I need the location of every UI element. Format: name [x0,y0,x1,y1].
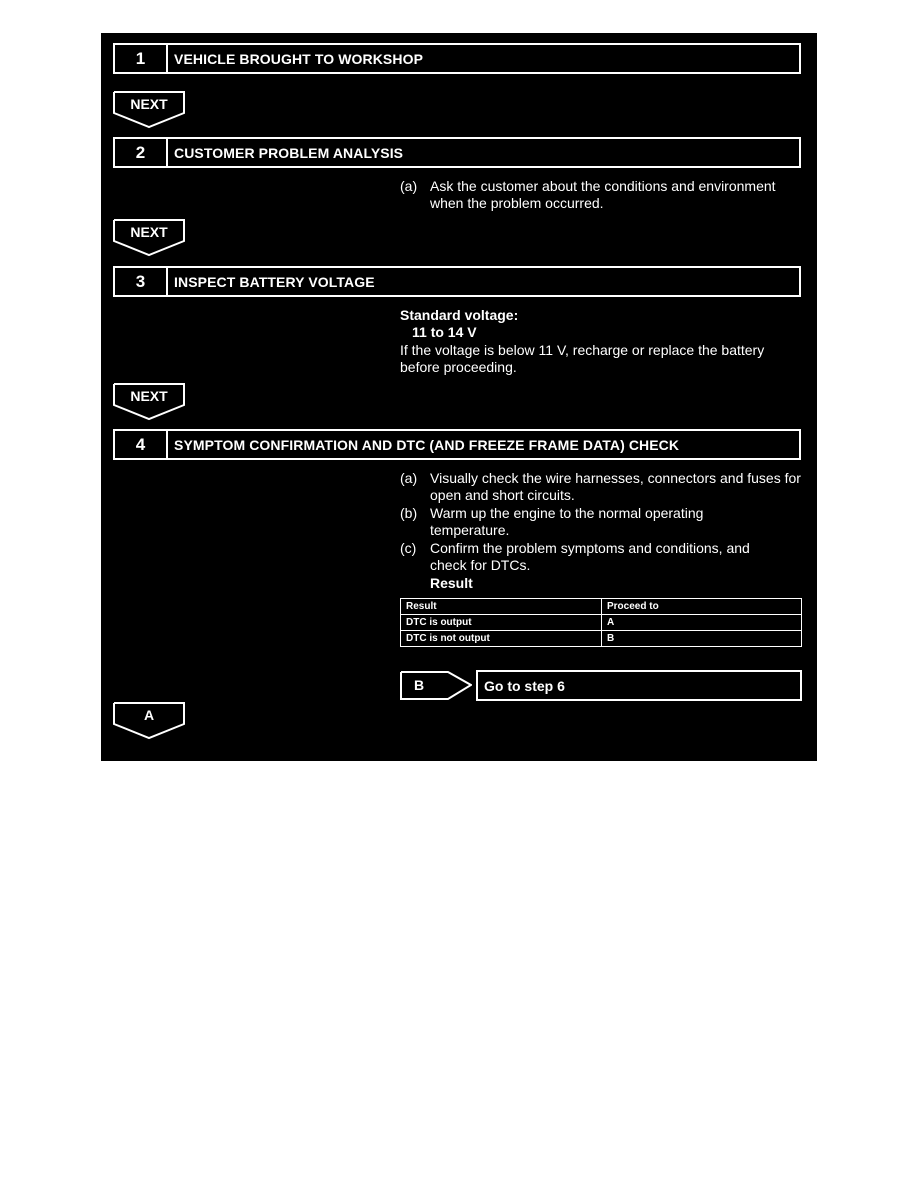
battery-note: If the voltage is below 11 V, recharge or replace the battery before proceeding. [400,342,765,375]
step-2-box [113,137,801,168]
item-label: (c) [400,540,417,556]
step-title: SYMPTOM CONFIRMATION AND DTC (AND FREEZE FRAME DATA) CHECK [174,436,680,453]
result-heading: Result [430,575,473,591]
table-header-row [401,599,802,615]
table-cell: B [602,631,802,647]
next-arrow-2[interactable] [113,219,185,257]
next-label: NEXT [130,224,168,240]
branch-b-arrow[interactable] [400,671,472,701]
next-arrow-3[interactable] [113,383,185,421]
item-text: Ask the customer about the conditions and environment when the problem occurred. [430,178,776,211]
step-title: INSPECT BATTERY VOLTAGE [174,273,375,290]
result-table [400,598,802,647]
branch-a-arrow[interactable] [113,702,185,740]
step-number: 3 [115,268,168,295]
step-3-box [113,266,801,297]
table-cell: DTC is not output [401,631,602,647]
goto-step-box: Go to step 6 [476,670,802,701]
step-number: 2 [115,139,168,166]
step-title: CUSTOMER PROBLEM ANALYSIS [174,144,404,161]
table-row [401,615,802,631]
table-row [401,631,802,647]
item-label: (a) [400,178,418,194]
branch-b-label: B [414,677,425,693]
table-cell: DTC is output [401,615,602,631]
right-arrow-icon [400,671,472,701]
item-label: (a) [400,470,418,486]
table-header-cell: Result [401,599,602,615]
standard-voltage-value: 11 to 14 V [412,324,477,340]
table-header-cell: Proceed to [602,599,802,615]
next-label: NEXT [130,96,168,112]
step-1-box [113,43,801,74]
item-text: Visually check the wire harnesses, connectors and fuses for open and short circuits. [430,470,801,503]
item-text: Warm up the engine to the normal operating temperature. [430,505,704,538]
table-cell: A [602,615,802,631]
standard-voltage-label: Standard voltage: [400,307,519,323]
step-4-box [113,429,801,460]
next-label: NEXT [130,388,168,404]
branch-a-label: A [143,707,155,723]
step-number: 1 [115,45,168,72]
item-text: Confirm the problem symptoms and conditions, and check for DTCs. [430,540,750,573]
repair-flowchart [101,33,817,761]
step-number: 4 [115,431,168,458]
step-title: VEHICLE BROUGHT TO WORKSHOP [174,50,424,67]
item-label: (b) [400,505,418,521]
next-arrow-1[interactable] [113,91,185,129]
